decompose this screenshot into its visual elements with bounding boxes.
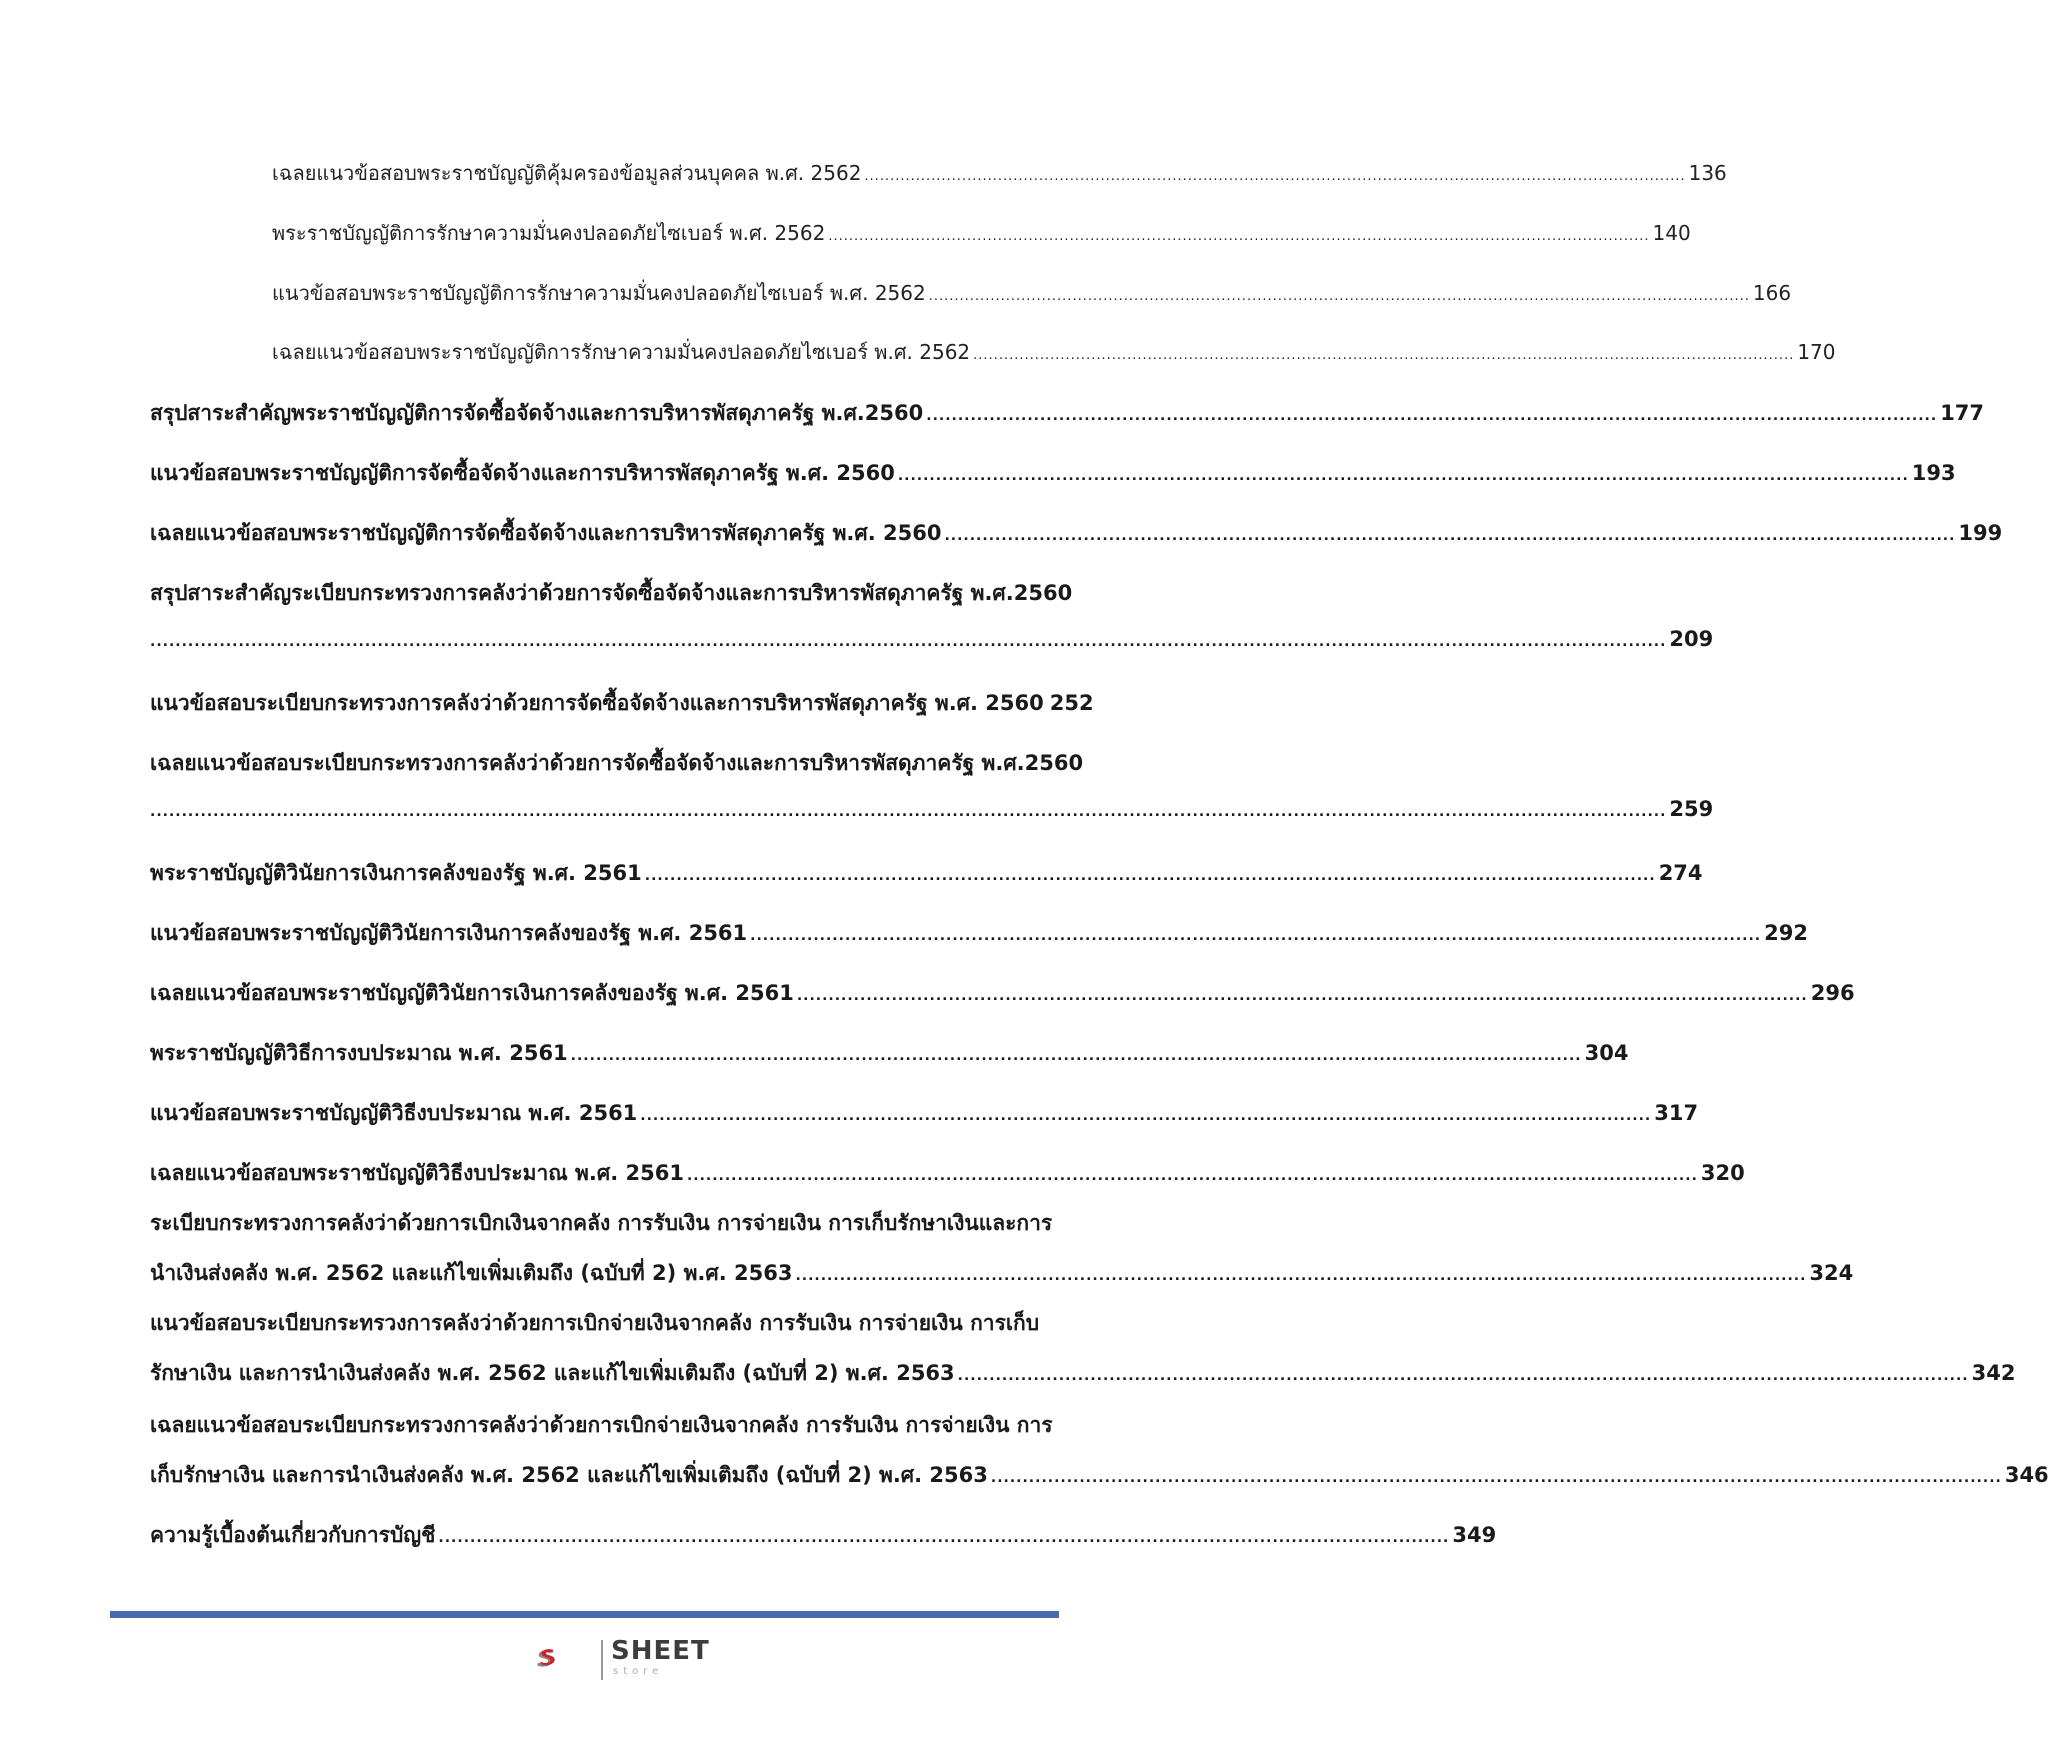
- toc-entry-page: 136: [1688, 161, 1727, 185]
- toc-entry-page: 193: [1911, 461, 1956, 485]
- toc-entry-page: 140: [1652, 221, 1691, 245]
- toc-leader-dots: ................................................................................................................................................................................................................................................: [150, 634, 1667, 650]
- logo-wordmark: SHEET: [611, 1636, 710, 1666]
- toc-leader-dots: ................................................................................................................................................................: [796, 988, 1808, 1004]
- toc-entry-title: เฉลยแนวข้อสอบพระราชบัญญัติวินัยการเงินการคลังของรัฐ พ.ศ. 2561: [150, 981, 794, 1005]
- toc-entry-title: พระราชบัญญัติวิธีการงบประมาณ พ.ศ. 2561: [150, 1041, 568, 1065]
- toc-entry-page: 292: [1764, 921, 1808, 945]
- toc-entry-title: รักษาเงิน และการนำเงินส่งคลัง พ.ศ. 2562 และแก้ไขเพิ่มเติมถึง (ฉบับที่ 2) พ.ศ. 2563: [150, 1361, 955, 1385]
- toc-entry-page: 304: [1584, 1041, 1629, 1065]
- toc-entry[interactable]: [272, 336, 1836, 368]
- toc-entry[interactable]: [272, 217, 1691, 249]
- toc-entry-title: แนวข้อสอบพระราชบัญญัติการจัดซื้อจัดจ้างและการบริหารพัสดุภาครัฐ พ.ศ. 2560: [150, 461, 895, 485]
- toc-entry-title: เฉลยแนวข้อสอบพระราชบัญญัติวิธีงบประมาณ พ.ศ. 2561: [150, 1161, 684, 1185]
- toc-entry[interactable]: [150, 857, 1703, 890]
- toc-entry-title: เฉลยแนวข้อสอบพระราชบัญญัติการจัดซื้อจัดจ้างและการบริหารพัสดุภาครัฐ พ.ศ. 2560: [150, 521, 942, 545]
- toc-leader-dots: ................................................................................................................................................................: [686, 1168, 1698, 1184]
- toc-entry-page: 320: [1700, 1161, 1745, 1185]
- toc-entry-title: เฉลยแนวข้อสอบพระราชบัญญัติคุ้มครองข้อมูลส่วนบุคคล พ.ศ. 2562: [272, 161, 862, 185]
- toc-leader-dots: ................................................................................................................................................................: [928, 289, 1750, 304]
- toc-leader-dots: ................................................................................................................................................................: [570, 1048, 1582, 1064]
- toc-entry[interactable]: [150, 1357, 2016, 1390]
- toc-leader-dots: ................................................................................................................................................................: [750, 928, 1762, 944]
- toc-entry[interactable]: [272, 157, 1727, 189]
- toc-leader-dots: ................................................................................................................................................................: [990, 1470, 2002, 1486]
- toc-entry-page: 349: [1452, 1523, 1497, 1547]
- toc-entry-title-line1[interactable]: เฉลยแนวข้อสอบระเบียบกระทรวงการคลังว่าด้วยการเบิกจ่ายเงินจากคลัง การรับเงิน การจ่ายเงิน การ: [150, 1413, 1053, 1437]
- toc-entry[interactable]: [150, 1459, 2049, 1492]
- toc-entry[interactable]: [150, 517, 2003, 550]
- toc-entry-title: แนวข้อสอบพระราชบัญญัติวิธีงบประมาณ พ.ศ. 2561: [150, 1101, 638, 1125]
- toc-entry[interactable]: [150, 687, 1094, 720]
- toc-entry-title: แนวข้อสอบพระราชบัญญัติการรักษาความมั่นคงปลอดภัยไซเบอร์ พ.ศ. 2562: [272, 281, 926, 305]
- toc-leader-dots: ................................................................................................................................................................: [828, 229, 1650, 244]
- toc-entry-page: 177: [1940, 401, 1985, 425]
- toc-entry-page: 199: [1958, 521, 2003, 545]
- toc-entry-title-line1[interactable]: ระเบียบกระทรวงการคลังว่าด้วยการเบิกเงินจากคลัง การรับเงิน การจ่ายเงิน การเก็บรักษาเงินและการ: [150, 1211, 1053, 1235]
- toc-entry-page: 296: [1810, 981, 1855, 1005]
- footer-divider: [110, 1611, 1059, 1618]
- toc-entry-page: 317: [1654, 1101, 1699, 1125]
- toc-entry-page: 259: [1669, 797, 1714, 821]
- toc-leader-dots: ................................................................................................................................................................: [926, 408, 1938, 424]
- toc-leader-dots: ................................................................................................................................................................: [957, 1368, 1969, 1384]
- toc-leader-dots: ................................................................................................................................................................: [644, 868, 1656, 884]
- toc-leader-dots: ................................................................................................................................................................: [640, 1108, 1652, 1124]
- toc-entry-title: แนวข้อสอบพระราชบัญญัติวินัยการเงินการคลังของรัฐ พ.ศ. 2561: [150, 921, 748, 945]
- toc-entry-page: 342: [1971, 1361, 2016, 1385]
- sheet-store-logo-icon: [535, 1632, 599, 1684]
- toc-entry-page: 346: [2004, 1463, 2049, 1487]
- toc-entry-page: 252: [1049, 691, 1094, 715]
- toc-entry[interactable]: [150, 1097, 1699, 1130]
- logo-subtext: store: [613, 1666, 664, 1677]
- toc-entry[interactable]: [272, 277, 1792, 309]
- toc-entry-title: พระราชบัญญัติการรักษาความมั่นคงปลอดภัยไซเบอร์ พ.ศ. 2562: [272, 221, 826, 245]
- toc-entry-title: สรุปสาระสำคัญพระราชบัญญัติการจัดซื้อจัดจ้างและการบริหารพัสดุภาครัฐ พ.ศ.2560: [150, 401, 924, 425]
- toc-entry-title: เก็บรักษาเงิน และการนำเงินส่งคลัง พ.ศ. 2562 และแก้ไขเพิ่มเติมถึง (ฉบับที่ 2) พ.ศ. 2563: [150, 1463, 988, 1487]
- toc-entry[interactable]: [150, 1519, 1497, 1552]
- toc-leader-dots: ................................................................................................................................................................: [795, 1268, 1807, 1284]
- toc-entry-title: พระราชบัญญัติวินัยการเงินการคลังของรัฐ พ.ศ. 2561: [150, 861, 642, 885]
- logo-separator: [601, 1640, 603, 1680]
- toc-entry[interactable]: [150, 917, 1808, 950]
- toc-entry-page: 166: [1752, 281, 1792, 305]
- toc-leader-dots: ................................................................................................................................................................: [897, 468, 1909, 484]
- toc-leader-dots: ................................................................................................................................................................: [973, 348, 1795, 363]
- toc-leader-dots: ................................................................................................................................................................................................................................................: [150, 804, 1667, 820]
- toc-entry[interactable]: [150, 977, 1855, 1010]
- toc-entry-title: แนวข้อสอบระเบียบกระทรวงการคลังว่าด้วยการจัดซื้อจัดจ้างและการบริหารพัสดุภาครัฐ พ.ศ. 2560: [150, 691, 1044, 715]
- toc-leader-dots: ................................................................................................................................................................: [438, 1530, 1450, 1546]
- toc-entry-title-line1[interactable]: แนวข้อสอบระเบียบกระทรวงการคลังว่าด้วยการเบิกจ่ายเงินจากคลัง การรับเงิน การจ่ายเงิน การเก็บ: [150, 1311, 1040, 1335]
- toc-entry[interactable]: [150, 797, 1714, 821]
- toc-entry[interactable]: [150, 457, 1956, 490]
- toc-entry-page: 170: [1797, 340, 1836, 364]
- toc-entry[interactable]: [150, 1157, 1745, 1190]
- toc-entry-title: เฉลยแนวข้อสอบพระราชบัญญัติการรักษาความมั่นคงปลอดภัยไซเบอร์ พ.ศ. 2562: [272, 340, 971, 364]
- toc-leader-dots: ................................................................................................................................................................: [864, 169, 1686, 184]
- toc-entry-page: 324: [1809, 1261, 1854, 1285]
- toc-entry[interactable]: [150, 397, 1985, 430]
- toc-entry[interactable]: [150, 1257, 1854, 1290]
- toc-entry-page: 274: [1658, 861, 1703, 885]
- toc-entry-page: 209: [1669, 627, 1714, 651]
- toc-entry[interactable]: [150, 627, 1714, 651]
- toc-entry-title-line1[interactable]: สรุปสาระสำคัญระเบียบกระทรวงการคลังว่าด้วยการจัดซื้อจัดจ้างและการบริหารพัสดุภาครัฐ พ.ศ.2560: [150, 581, 1073, 605]
- toc-entry[interactable]: [150, 1037, 1629, 1070]
- toc-entry-title: นำเงินส่งคลัง พ.ศ. 2562 และแก้ไขเพิ่มเติมถึง (ฉบับที่ 2) พ.ศ. 2563: [150, 1261, 793, 1285]
- toc-entry-title-line1[interactable]: เฉลยแนวข้อสอบระเบียบกระทรวงการคลังว่าด้วยการจัดซื้อจัดจ้างและการบริหารพัสดุภาครัฐ พ.ศ.2560: [150, 751, 1084, 775]
- toc-leader-dots: ................................................................................................................................................................: [944, 528, 1956, 544]
- toc-entry-title: ความรู้เบื้องต้นเกี่ยวกับการบัญชี: [150, 1523, 436, 1547]
